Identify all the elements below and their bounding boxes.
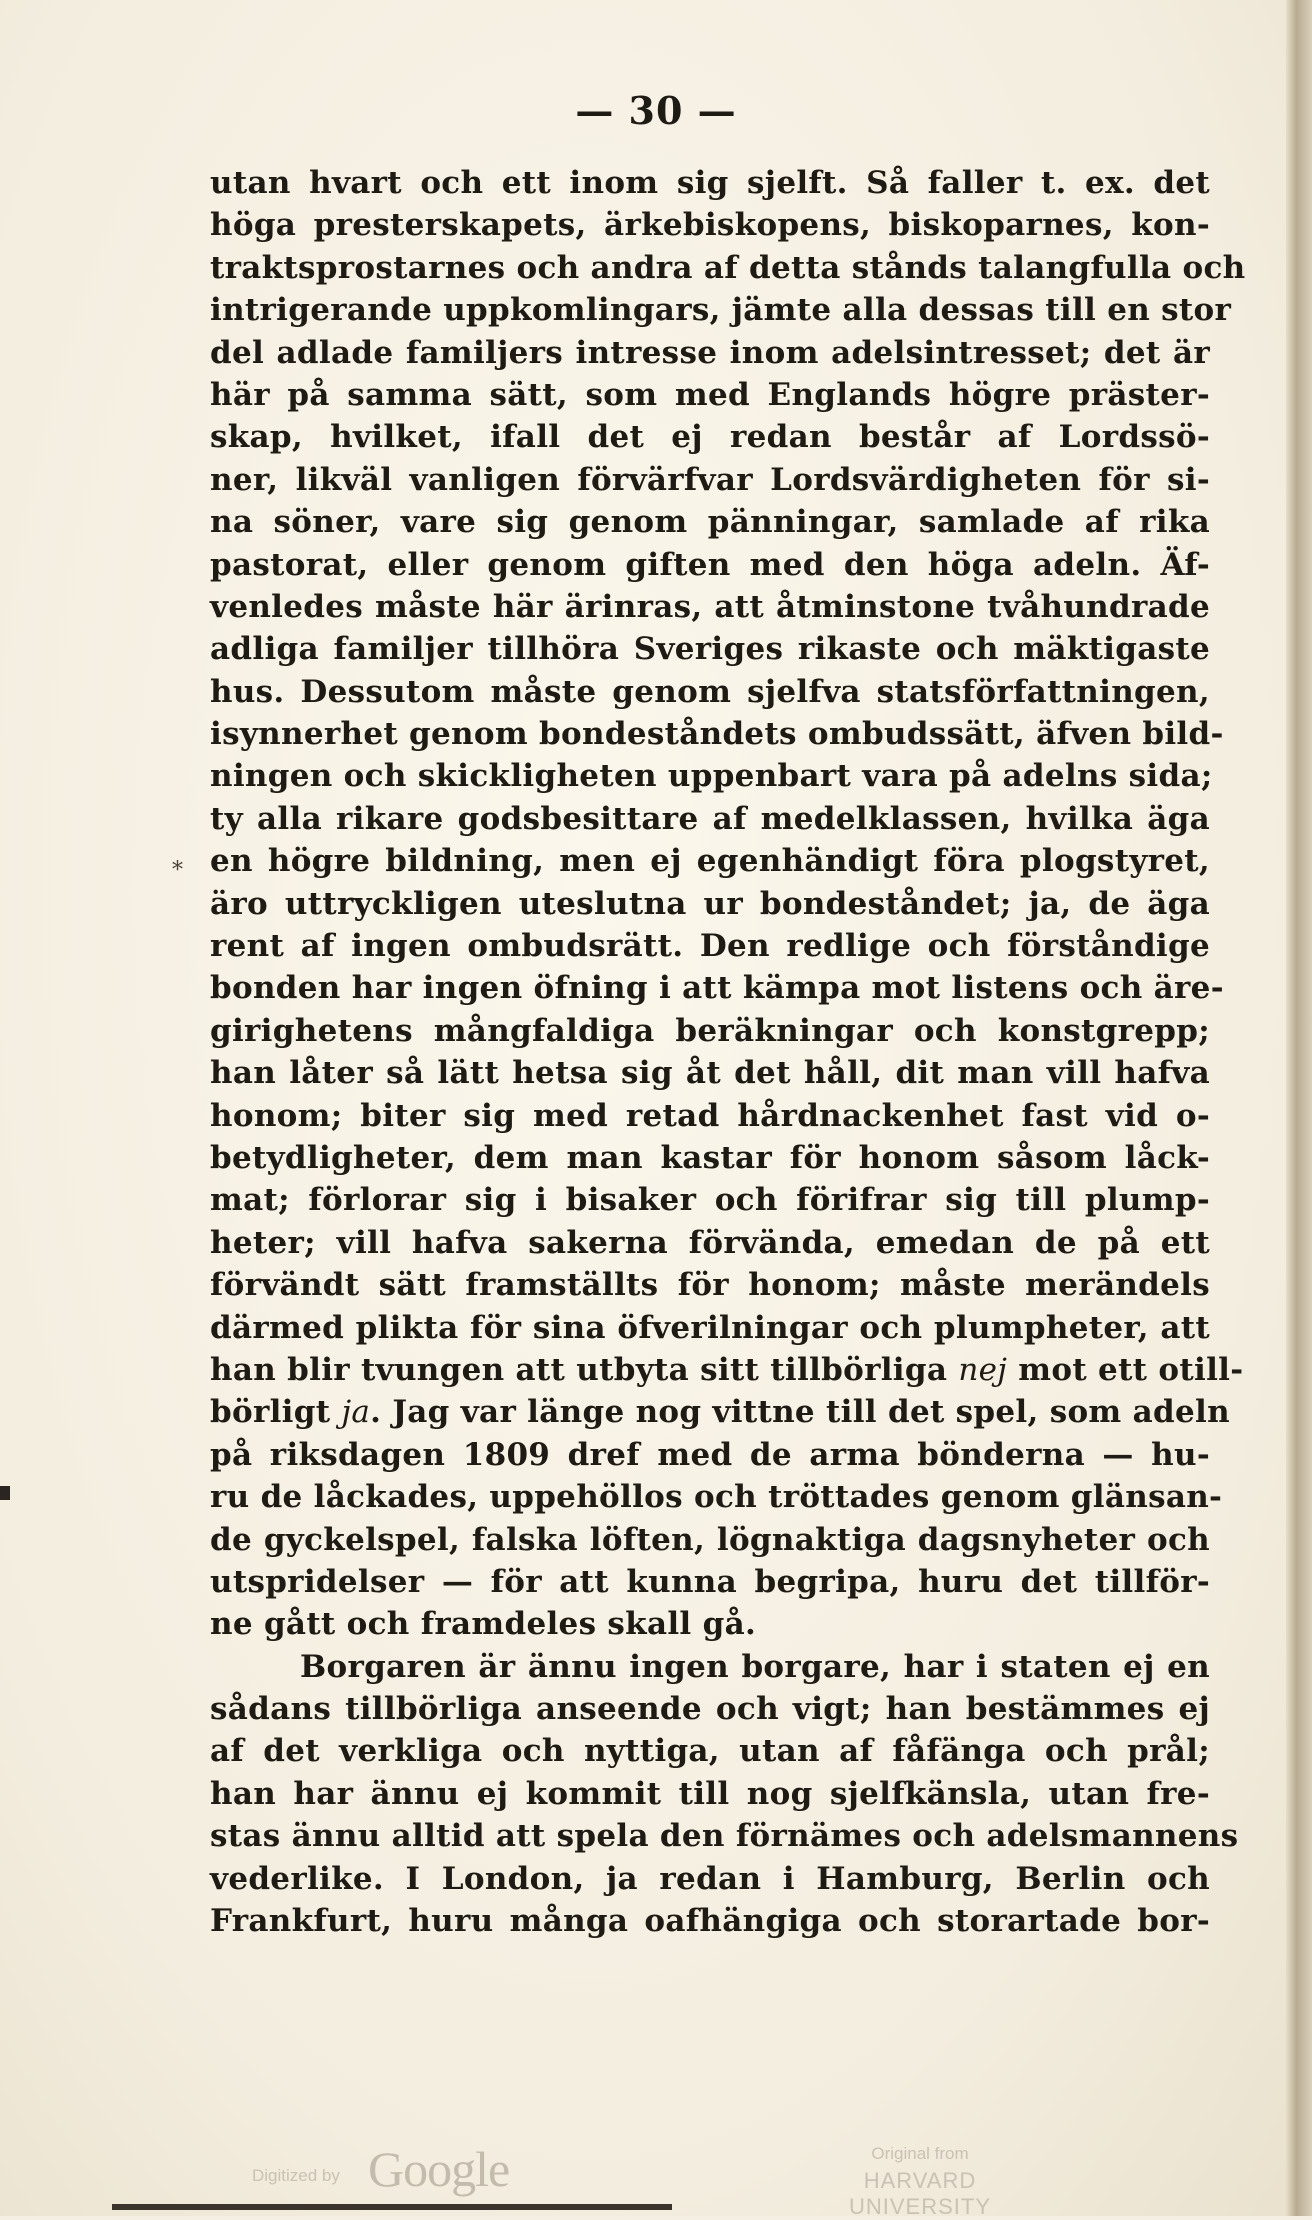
original-from-label: Original from xyxy=(871,2144,969,2163)
edge-mark xyxy=(0,1486,10,1500)
text-line: utan hvart och ett inom sig sjelft. Så faller t. ex. det xyxy=(210,165,1210,201)
book-spine-shadow xyxy=(1286,0,1312,2216)
text-line: girighetens mångfaldiga beräkningar och konstgrepp; xyxy=(210,1012,1210,1049)
text-line: mat; förlorar sig i bisaker och förifrar sig till plump- xyxy=(210,1182,1210,1219)
text-segment: börligt xyxy=(210,1394,331,1431)
margin-asterisk: * xyxy=(172,858,183,883)
digitization-watermark xyxy=(0,2140,1312,2219)
text-line: höga presterskapets, ärkebiskopens, biskoparnes, kon- xyxy=(210,207,1210,244)
text-line: na söner, vare sig genom pänningar, samlade af rika xyxy=(210,504,1210,541)
text-line: en högre bildning, men ej egenhändigt föra plogstyret, xyxy=(210,843,1210,880)
text-line: isynnerhet genom bondeståndets ombudssätt, äfven bild- xyxy=(210,716,1224,753)
harvard-university-label: HARVARD UNIVERSITY xyxy=(848,2168,992,2219)
text-line: stas ännu alltid att spela den förnämes och adelsmannens xyxy=(210,1818,1239,1855)
google-logo: Google xyxy=(368,2141,510,2197)
bottom-edge-bar xyxy=(112,2204,672,2210)
text-line: Frankfurt, huru många oafhängiga och storartade bor- xyxy=(210,1903,1210,1940)
text-line: utspridelser — för att kunna begripa, huru det tillför- xyxy=(210,1563,1210,1600)
text-line: af det verkliga och nyttiga, utan af fåfänga och prål; xyxy=(210,1733,1210,1770)
text-line: sådans tillbörliga anseende och vigt; han bestämmes ej xyxy=(210,1691,1210,1728)
text-line: betydligheter, dem man kastar för honom såsom låck- xyxy=(210,1139,1210,1176)
text-line: därmed plikta för sina öfverilningar och plumpheter, att xyxy=(210,1309,1210,1346)
text-segment: mot ett otill- xyxy=(1018,1351,1244,1388)
text-line: äro uttryckligen uteslutna ur bondeståndet; ja, de äga xyxy=(210,885,1210,922)
text-line-with-italic xyxy=(210,1349,1244,1391)
text-line: ne gått och framdeles skall gå. xyxy=(210,1606,757,1643)
text-line: hus. Dessutom måste genom sjelfva statsförfattningen, xyxy=(210,673,1210,710)
text-segment: han blir tvungen att utbyta sitt tillbörliga xyxy=(210,1351,948,1388)
text-line: intrigerande uppkomlingars, jämte alla dessas till en stor xyxy=(210,292,1232,329)
text-line: Borgaren är ännu ingen borgare, har i staten ej en xyxy=(300,1648,1210,1685)
text-line: ty alla rikare godsbesittare af medelklassen, hvilka äga xyxy=(210,800,1210,837)
text-line: honom; biter sig med retad hårdnackenhet fast vid o- xyxy=(210,1097,1210,1134)
text-line: vederlike. I London, ja redan i Hamburg, Berlin och xyxy=(210,1860,1210,1897)
italic-word: ja xyxy=(341,1394,371,1431)
page-number: — 30 — xyxy=(575,88,737,133)
text-line: han låter så lätt hetsa sig åt det håll, dit man vill hafva xyxy=(210,1055,1210,1092)
text-line: de gyckelspel, falska löften, lögnaktiga dagsnyheter och xyxy=(210,1521,1210,1558)
text-line: adliga familjer tillhöra Sveriges rikaste och mäktigaste xyxy=(210,631,1210,668)
text-line: ningen och skickligheten uppenbart vara på adelns sida; xyxy=(210,758,1213,795)
italic-word: nej xyxy=(958,1351,1008,1388)
text-line: bonden har ingen öfning i att kämpa mot listens och äre- xyxy=(210,970,1224,1007)
text-line: här på samma sätt, som med Englands högre präster- xyxy=(210,376,1210,413)
text-line: heter; vill hafva sakerna förvända, emedan de på ett xyxy=(210,1224,1210,1261)
text-line: han har ännu ej kommit till nog sjelfkänsla, utan fre- xyxy=(210,1775,1210,1812)
text-line: traktsprostarnes och andra af detta stånds talangfulla och xyxy=(210,249,1246,286)
text-line: ru de låckades, uppehöllos och tröttades genom glänsan- xyxy=(210,1479,1223,1516)
text-line: ner, likväl vanligen förvärfvar Lordsvärdigheten för si- xyxy=(210,461,1210,498)
text-line: pastorat, eller genom giften med den höga adeln. Äf- xyxy=(210,546,1210,583)
text-line: rent af ingen ombudsrätt. Den redlige och förståndige xyxy=(210,928,1210,965)
page-text xyxy=(210,162,1246,1942)
digitized-by-label: Digitized by xyxy=(252,2166,340,2185)
text-segment: . Jag var länge nog vittne till det spel, som adeln xyxy=(370,1394,1230,1431)
text-line: förvändt sätt framställts för honom; måste merändels xyxy=(210,1267,1210,1304)
text-line: venledes måste här ärinras, att åtminstone tvåhundrade xyxy=(210,588,1210,625)
text-line-with-italic xyxy=(210,1391,1230,1433)
text-line: på riksdagen 1809 dref med de arma bönderna — hu- xyxy=(210,1436,1210,1473)
text-line: del adlade familjers intresse inom adelsintresset; det är xyxy=(210,334,1210,371)
text-line: skap, hvilket, ifall det ej redan består af Lordssö- xyxy=(210,419,1210,456)
